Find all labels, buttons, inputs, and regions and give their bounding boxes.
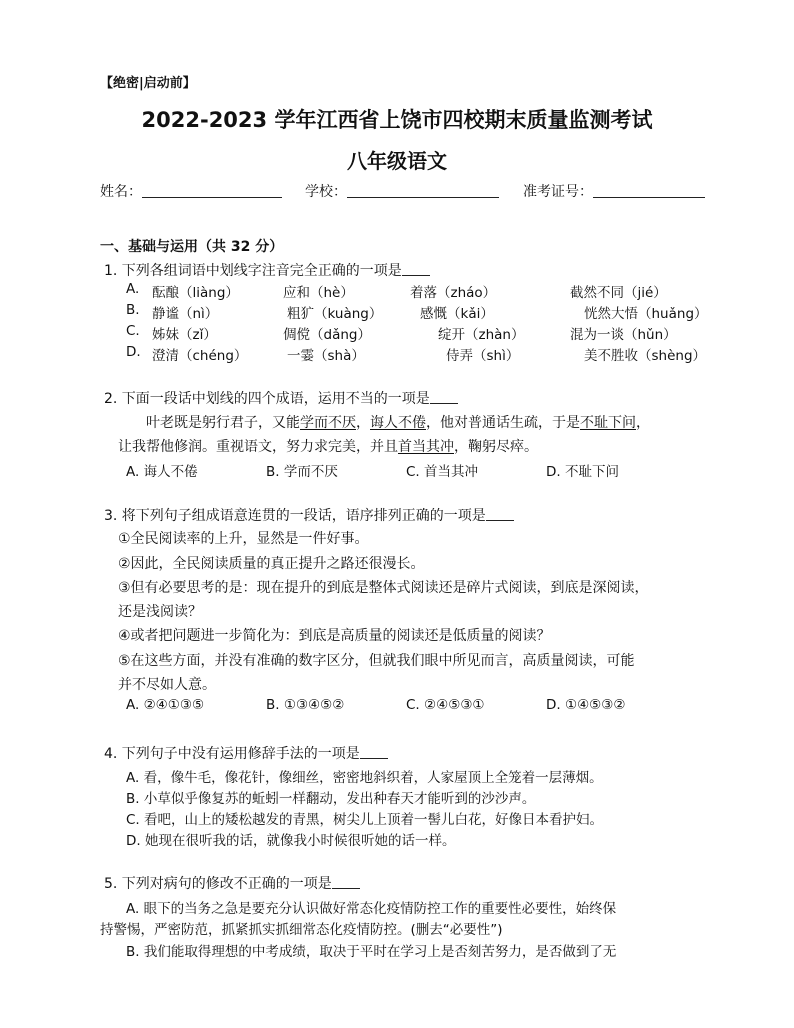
answer-blank[interactable] (430, 391, 458, 404)
id-field[interactable] (523, 181, 705, 201)
idiom-underlined: 不耻下问 (580, 415, 636, 431)
sentence-3-line-2: 还是浅阅读？ (118, 604, 202, 620)
option-word: 感慨（kǎi） (420, 306, 494, 322)
option: C. ②④⑤③① (406, 697, 485, 713)
answer-blank[interactable] (402, 263, 430, 276)
sentence-5-line-2: 并不尽如人意。 (118, 677, 216, 693)
option-letter: B. (126, 302, 140, 318)
name-label: 姓名： (100, 184, 142, 200)
option-word: 静谧（nì） (152, 306, 219, 322)
id-blank[interactable] (593, 183, 705, 198)
option-a: A. 看，像牛毛，像花针，像细丝，密密地斜织着，人家屋顶上全笼着一层薄烟。 (126, 770, 603, 786)
option-word: 着落（zháo） (410, 285, 497, 301)
question-1-stem: 1. 下列各组词语中划线字注音完全正确的一项是 (104, 260, 430, 280)
sentence-5-line-1: ⑤在这些方面，并没有准确的数字区分，但就我们眼中所见而言，高质量阅读，可能 (118, 653, 635, 669)
option-a-line-1: A. 眼下的当务之急是要充分认识做好常态化疫情防控工作的重要性必要性，始终保 (126, 901, 617, 917)
option-word: 倜傥（dǎng） (283, 327, 371, 343)
option: D. 不耻下问 (546, 464, 619, 480)
option-letter: A. (126, 281, 140, 297)
option: D. ①④⑤③② (546, 697, 626, 713)
option-word: 侍弄（shì） (446, 348, 520, 364)
school-label: 学校： (305, 184, 347, 200)
question-3-stem: 3. 将下列句子组成语意连贯的一段话，语序排列正确的一项是 (104, 505, 514, 525)
question-5-stem: 5. 下列对病句的修改不正确的一项是 (104, 873, 360, 893)
answer-blank[interactable] (486, 508, 514, 521)
option-word: 粗犷（kuàng） (287, 306, 383, 322)
name-blank[interactable] (142, 183, 282, 198)
question-2-passage-line-1: 叶老既是躬行君子，又能学而不厌，诲人不倦，他对普通话生疏，于是不耻下问， (146, 415, 650, 431)
sentence-4: ④或者把问题进一步简化为：到底是高质量的阅读还是低质量的阅读？ (118, 628, 551, 644)
option-word: 酝酿（liàng） (152, 285, 239, 301)
answer-blank[interactable] (360, 746, 388, 759)
option-word: 应和（hè） (283, 285, 354, 301)
sentence-1: ①全民阅读率的上升，显然是一件好事。 (118, 531, 369, 547)
idiom-underlined: 首当其冲 (398, 439, 454, 455)
option-word: 截然不同（jié） (570, 285, 667, 301)
answer-blank[interactable] (332, 876, 360, 889)
option-word: 混为一谈（hǔn） (570, 327, 677, 343)
option: C. 首当其冲 (406, 464, 479, 480)
option-word: 姊妹（zǐ） (152, 327, 217, 343)
name-field[interactable] (100, 181, 282, 201)
idiom-underlined: 诲人不倦 (370, 415, 426, 431)
option-word: 恍然大悟（huǎng） (584, 306, 708, 322)
question-2-passage-line-2: 让我帮他修润。重视语文，努力求完美，并且首当其冲，鞠躬尽瘁。 (118, 439, 538, 455)
idiom-underlined: 学而不厌 (300, 415, 356, 431)
option-word: 一霎（shà） (287, 348, 365, 364)
question-4-stem: 4. 下列句子中没有运用修辞手法的一项是 (104, 743, 388, 763)
option-word: 美不胜收（shèng） (584, 348, 707, 364)
option: A. 诲人不倦 (126, 464, 198, 480)
school-blank[interactable] (347, 183, 499, 198)
school-field[interactable] (305, 181, 499, 201)
option-d: D. 她现在很听我的话，就像我小时候很听她的话一样。 (126, 833, 456, 849)
option-b-line-1: B. 我们能取得理想的中考成绩，取决于平时在学习上是否刻苦努力，是否做到了无 (126, 944, 617, 960)
option-c: C. 看吧，山上的矮松越发的青黑，树尖儿上顶着一髻儿白花，好像日本看护妇。 (126, 812, 604, 828)
sentence-3-line-1: ③但有必要思考的是：现在提升的到底是整体式阅读还是碎片式阅读，到底是深阅读， (118, 580, 649, 596)
option-word: 绽开（zhàn） (438, 327, 525, 343)
option-letter: D. (126, 344, 141, 360)
option: B. ①③④⑤② (266, 697, 345, 713)
option: A. ②④①③⑤ (126, 697, 205, 713)
section-heading: 一、基础与运用（共 32 分） (100, 239, 284, 255)
option-a-line-2: 持警惕，严密防范，抓紧抓实抓细常态化疫情防控。(删去“必要性”) (100, 922, 503, 938)
question-2-stem: 2. 下面一段话中划线的四个成语，运用不当的一项是 (104, 388, 458, 408)
id-label: 准考证号： (523, 184, 593, 200)
option-letter: C. (126, 323, 140, 339)
option-b: B. 小草似乎像复苏的蚯蚓一样翻动，发出种春天才能听到的沙沙声。 (126, 791, 536, 807)
exam-subtitle: 八年级语文 (347, 149, 447, 173)
secret-label: 【绝密|启动前】 (100, 76, 196, 91)
exam-title: 2022-2023 学年江西省上饶市四校期末质量监测考试 (141, 108, 653, 132)
option: B. 学而不厌 (266, 464, 338, 480)
option-word: 澄清（chéng） (152, 348, 248, 364)
sentence-2: ②因此，全民阅读质量的真正提升之路还很漫长。 (118, 556, 425, 572)
